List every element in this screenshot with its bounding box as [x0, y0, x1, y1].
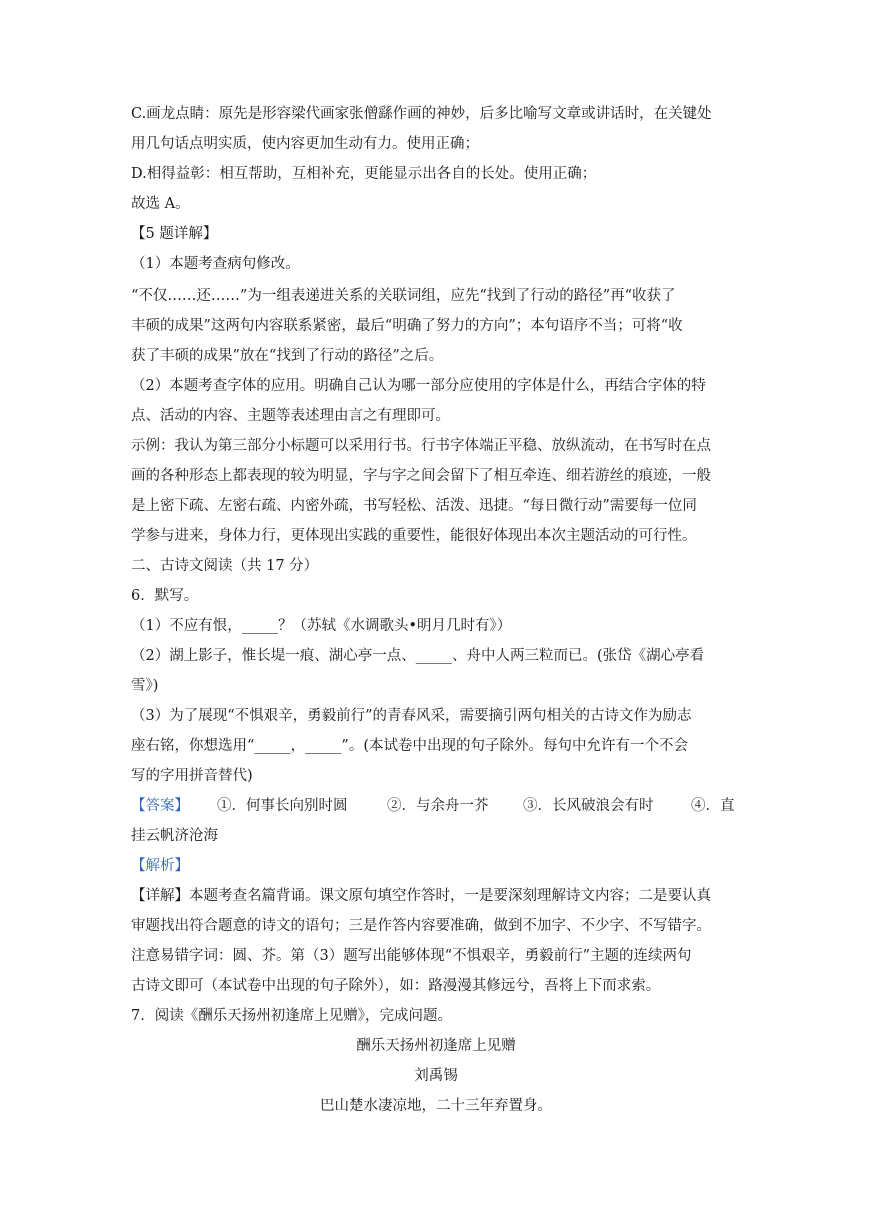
q5-part1-body: 获了丰硕的成果”放在“找到了行动的路径”之后。 — [131, 348, 444, 364]
answer-item-1: ①．何事长向别时圆 — [217, 798, 348, 814]
analysis-tag: 【解析】 — [131, 858, 189, 874]
q6-item2-cont: 雪》) — [131, 678, 159, 694]
q7-heading: 7．阅读《酬乐天扬州初逢席上见赠》，完成问题。 — [131, 1008, 452, 1024]
poem-line-1: 巴山楚水凄凉地，二十三年弃置身。 — [320, 1098, 552, 1114]
section-heading: 二、古诗文阅读（共 17 分） — [131, 558, 319, 574]
q5-part1-body: 丰硕的成果”这两句内容联系紧密，最后“明确了努力的方向”；本句语序不当；可将“收 — [131, 318, 683, 334]
answer-tag: 【答案】 — [131, 798, 189, 814]
analysis-text: 【详解】本题考查名篇背诵。课文原句填空作答时，一是要深刻理解诗文内容；二是要认真 — [131, 888, 711, 904]
example-text: 示例：我认为第三部分小标题可以采用行书。行书字体端正平稳、放纵流动，在书写时在点 — [131, 438, 711, 454]
q5-part1-body: “不仅……还……”为一组表递进关系的关联词组，应先“找到了行动的路径”再“收获了 — [131, 288, 676, 304]
q6-item3-cont: 座右铭，你想选用“_____，_____”。(本试卷中出现的句子除外。每句中允许有一个不会 — [131, 738, 688, 754]
analysis-text: 古诗文即可（本试卷中出现的句子除外），如：路漫漫其修远兮，吾将上下而求索。 — [131, 978, 661, 994]
answer-item-4: ④．直 — [691, 798, 735, 814]
answer-item-2: ②．与余舟一芥 — [387, 798, 489, 814]
answer-line-cont: 挂云帆济沧海 — [131, 828, 218, 844]
answer-choice-line: 故选 A。 — [131, 196, 190, 212]
poem-title: 酬乐天扬州初逢席上见赠 — [356, 1038, 516, 1054]
answer-line — [131, 794, 741, 818]
q5-part2-intro: （2）本题考查字体的应用。明确自己认为哪一部分应使用的字体是什么，再结合字体的特 — [131, 378, 706, 394]
q6-item3-cont: 写的字用拼音替代) — [131, 768, 253, 784]
poem-author: 刘禹锡 — [414, 1068, 458, 1084]
q6-item2: （2）湖上影子，惟长堤一痕、湖心亭一点、_____、舟中人两三粒而已。(张岱《湖心亭看 — [131, 648, 705, 664]
option-c-text-cont: 用几句话点明实质，使内容更加生动有力。使用正确； — [131, 136, 479, 152]
q5-part2-intro: 点、活动的内容、主题等表述理由言之有理即可。 — [131, 408, 450, 424]
answer-item-3: ③．长风破浪会有时 — [523, 798, 654, 814]
q6-item3: （3）为了展现“不惧艰辛，勇毅前行”的青春风采，需要摘引两句相关的古诗文作为励志 — [131, 708, 692, 724]
q5-part1-intro: （1）本题考查病句修改。 — [131, 256, 300, 272]
q5-heading: 【5 题详解】 — [131, 226, 218, 242]
example-text: 是上密下疏、左密右疏、内密外疏，书写轻松、活泼、迅捷。“每日微行动”需要每一位同 — [131, 498, 697, 514]
q6-item1: （1）不应有恨，_____？（苏轼《水调歌头•明月几时有》） — [131, 618, 512, 634]
example-text: 画的各种形态上都表现的较为明显，字与字之间会留下了相互牵连、细若游丝的痕迹，一般 — [131, 468, 711, 484]
q6-heading: 6．默写。 — [131, 588, 199, 604]
analysis-text: 审题找出符合题意的诗文的语句；三是作答内容要准确，做到不加字、不少字、不写错字。 — [131, 918, 711, 934]
analysis-text: 注意易错字词：圆、芥。第（3）题写出能够体现“不惧艰辛，勇毅前行”主题的连续两句 — [131, 948, 692, 964]
example-text: 学参与进来，身体力行，更体现出实践的重要性，能很好体现出本次主题活动的可行性。 — [131, 528, 697, 544]
option-c-text: C.画龙点睛：原先是形容梁代画家张僧繇作画的神妙，后多比喻写文章或讲话时，在关键处 — [131, 106, 712, 122]
option-d-text: D.相得益彰：相互帮助，互相补充，更能显示出各自的长处。使用正确； — [131, 166, 597, 182]
